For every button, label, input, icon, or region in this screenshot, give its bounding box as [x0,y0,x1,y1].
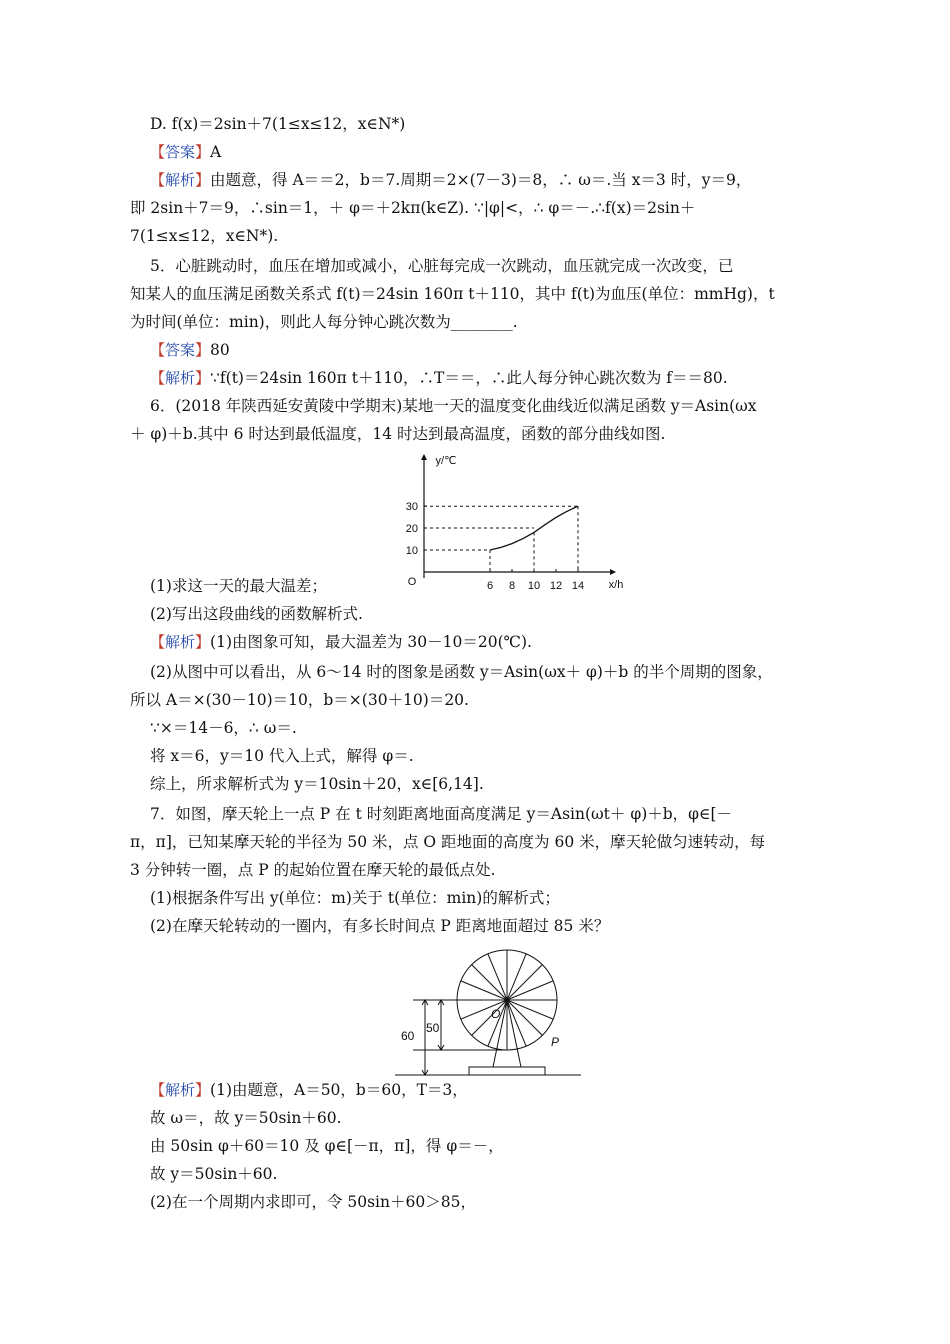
text-line [150,1136,504,1156]
text-line [150,576,327,596]
text-line [150,718,297,738]
origin-label: O [407,576,417,588]
x-tick-label: 6 [486,580,494,592]
text-line [150,396,757,416]
height-label: 60 [401,1029,415,1043]
text-line [150,256,733,276]
text-content: (2)写出这段曲线的函数解析式. [150,605,363,623]
wheel-base [469,1067,545,1075]
temperature-chart [388,452,628,592]
text-content: 即 2sin＋7＝9，∴sin＝1，＋ φ＝＋2kπ(k∈Z). ∵|φ|<，∴ φ＝－.∴f(x)＝2sin＋ [130,199,696,217]
text-line [150,916,609,936]
text-content: 故 y＝50sin＋60. [150,1165,278,1183]
text-content: (1)根据条件写出 y(单位：m)关于 t(单位：min)的解析式； [150,889,560,907]
text-line [150,888,560,908]
text-line [130,690,469,710]
text-line [150,368,728,388]
text-content: ∵f(t)＝24sin 160π t＋110，∴T＝＝，∴此人每分钟心跳次数为 f＝＝80. [210,369,728,387]
text-content: (2)在一个周期内求即可，令 50sin＋60＞85， [150,1193,476,1211]
label-tag: 【解析】 [150,633,211,651]
text-content: 7．如图，摩天轮上一点 P 在 t 时刻距离地面高度满足 y＝Asin(ωt＋ φ)＋b，φ∈[－ [150,805,733,823]
y-tick-label: 10 [405,545,418,557]
x-tick-label: 14 [571,580,585,592]
x-tick-label: 12 [549,580,563,592]
ferris-wheel-figure [385,948,585,1080]
text-content: (2)从图中可以看出，从 6～14 时的图象是函数 y＝Asin(ωx＋ φ)＋b 的半个周期的图象， [150,663,773,681]
text-content: 综上，所求解析式为 y＝10sin＋20，x∈[6,14]. [150,775,484,793]
label-tag: 【解析】 [150,1081,211,1099]
text-line [150,1080,468,1100]
text-content: (1)由题意，A＝50，b＝60，T＝3， [210,1081,468,1099]
label-tag: 【解析】 [150,369,211,387]
y-tick-label: 30 [405,501,418,513]
label-tag: 【解析】 [150,171,211,189]
x-tick-label: 10 [527,580,541,592]
text-line [130,312,518,332]
x-tick-label: 8 [508,580,516,592]
point-label: P [551,1035,560,1049]
text-content: 80 [210,341,230,359]
text-line [150,804,732,824]
center-label: O [491,1007,501,1021]
text-content: 所以 A＝×(30－10)＝10，b＝×(30＋10)＝20. [130,691,469,709]
text-line [150,170,751,190]
x-axis-arrow [610,569,616,575]
y-axis-arrow [421,454,427,460]
text-line [130,198,695,218]
label-tag: 【答案】 [150,341,211,359]
text-content: ＋ φ)＋b.其中 6 时达到最低温度，14 时达到最高温度，函数的部分曲线如图. [130,425,666,443]
text-content: ∵×＝14－6，∴ ω＝. [150,719,297,737]
text-content: 知某人的血压满足函数关系式 f(t)＝24sin 160π t＋110，其中 f(t)为血压(单位：mmHg)，t [130,285,775,303]
text-content: (1)由图象可知，最大温差为 30－10＝20(℃). [210,633,532,651]
text-line [150,1192,476,1212]
text-content: A [210,143,222,161]
text-line [150,746,414,766]
text-content: 由 50sin φ＋60＝10 及 φ∈[－π，π]，得 φ＝－， [150,1137,504,1155]
text-line [150,604,363,624]
text-line [150,774,484,794]
text-content: 5．心脏跳动时，血压在增加或减小，心脏每完成一次跳动，血压就完成一次改变，已 [150,257,734,275]
text-line [130,284,775,304]
x-axis-label: x/h [608,579,624,591]
label-tag: 【答案】 [150,143,211,161]
radius-label: 50 [426,1021,440,1035]
text-line [150,662,773,682]
text-content: 故 ω＝，故 y＝50sin＋60. [150,1109,342,1127]
text-content: (2)在摩天轮转动的一圈内，有多长时间点 P 距离地面超过 85 米？ [150,917,610,935]
text-content: 3 分钟转一圈，点 P 的起始位置在摩天轮的最低点处. [130,861,496,879]
text-line [130,832,765,852]
text-line [150,1164,277,1184]
text-line [130,860,496,880]
text-content: π，π]，已知某摩天轮的半径为 50 米，点 O 距地面的高度为 60 米，摩天轮做匀速转动，每 [130,833,766,851]
y-axis-label: y/℃ [435,455,457,467]
text-content: 为时间(单位：min)，则此人每分钟心跳次数为________. [130,313,518,331]
text-content: 由题意，得 A＝＝2，b＝7.周期＝2×(7－3)＝8，∴ ω＝.当 x＝3 时，y＝9， [210,171,752,189]
text-content: D. f(x)＝2sin＋7(1≤x≤12，x∈N*) [150,115,406,133]
text-line [150,632,532,652]
text-content: (1)求这一天的最大温差； [150,577,327,595]
text-line [150,1108,342,1128]
text-line [130,226,278,246]
text-content: 将 x＝6，y＝10 代入上式，解得 φ＝. [150,747,414,765]
y-tick-label: 20 [405,523,418,535]
text-line [150,114,405,134]
text-line [130,424,665,444]
text-content: 6．(2018 年陕西延安黄陵中学期末)某地一天的温度变化曲线近似满足函数 y＝Asin(ωx [150,397,757,415]
text-line [150,142,221,162]
text-content: 7(1≤x≤12，x∈N*). [130,227,279,245]
text-line [150,340,230,360]
